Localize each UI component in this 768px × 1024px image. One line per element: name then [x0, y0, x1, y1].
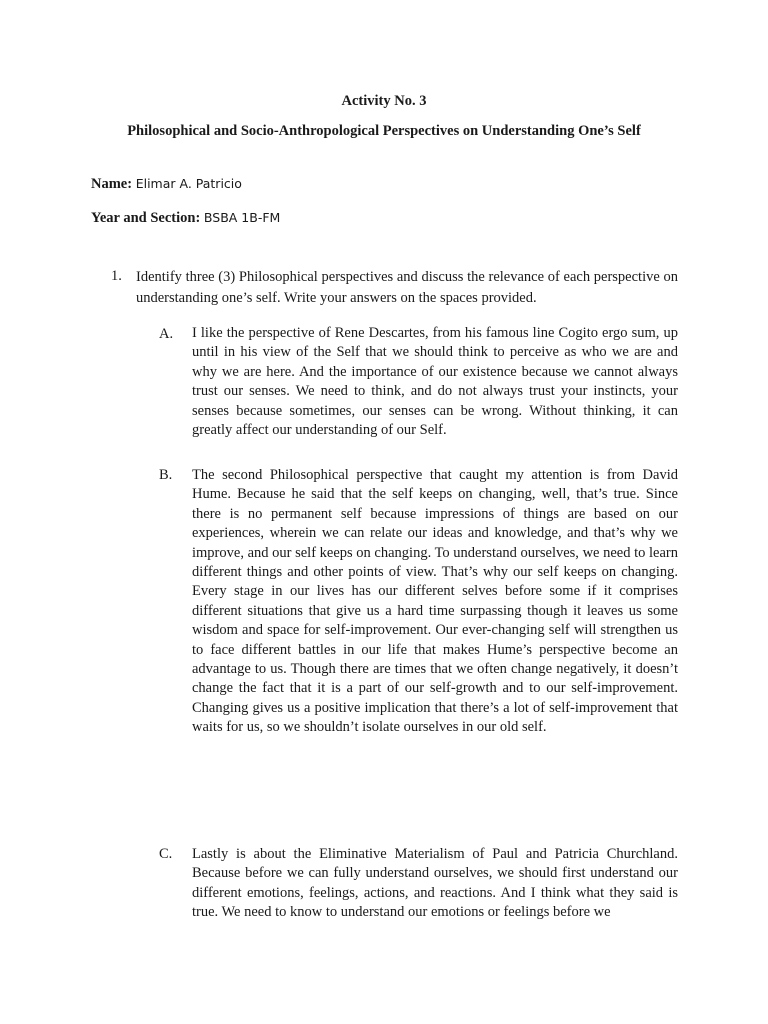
activity-subtitle: Philosophical and Socio-Anthropological Perspectives on Understanding One’s Self: [127, 123, 641, 139]
name-value: Elimar A. Patricio: [135, 176, 242, 191]
answer-a-text: I like the perspective of Rene Descartes, from his famous line Cogito ergo sum, up until in his view of the Self that we should think to perceive as who we are and why we are here. And the importance of our existence because we cannot always trust our senses. We need to think, and do not always trust your instincts, your senses because sometimes, our senses can be wrong. Without thinking, it can greatly affect our understanding of our Self.: [192, 325, 678, 439]
year-section-label: Year and Section:: [91, 210, 201, 226]
answer-c-label: C.: [159, 846, 173, 862]
question-number: 1.: [111, 268, 122, 284]
answer-b-label: B.: [159, 467, 173, 483]
answer-c-text: Lastly is about the Eliminative Materialism of Paul and Patricia Churchland. Because before we can fully understand ourselves, we should first understand our different emotions, feelings, actions, and reactions. And I think what they said is true. We need to know to understand our emotions or feelings before we: [192, 846, 678, 921]
name-label: Name:: [91, 176, 133, 192]
year-section-value: BSBA 1B-FM: [203, 210, 281, 225]
answer-a-label: A.: [159, 326, 174, 342]
year-section-line: [91, 210, 280, 227]
name-line: [91, 176, 242, 193]
question-text: Identify three (3) Philosophical perspectives and discuss the relevance of each perspective on understanding one’s self. Write your answers on the spaces provided.: [136, 269, 678, 306]
activity-title: Activity No. 3: [341, 93, 427, 109]
answer-b-text: The second Philosophical perspective that caught my attention is from David Hume. Because he said that the self keeps on changing, well, that’s true. Since there is no permanent self because impressions of things are based on our experiences, wherein we can relate our ideas and knowledge, and that’s why we improve, and our self keeps on changing. To understand ourselves, we need to learn different things and other points of view. That’s why our self keeps on changing. Every stage in our lives has our different selves before some if it comprises different situations that give us a hard time surpassing though it leaves us some wisdom and space for self-improvement. Our ever-changing self will strengthen us to face different battles in our life that makes Hume’s perspective become an advantage to us. Though there are times that we often change negatively, it doesn’t change the fact that it is a part of our self-growth and to our self-improvement. Changing gives us a positive implication that there’s a lot of self-improvement that waits for us, so we shouldn’t isolate ourselves in our old self.: [192, 467, 678, 736]
